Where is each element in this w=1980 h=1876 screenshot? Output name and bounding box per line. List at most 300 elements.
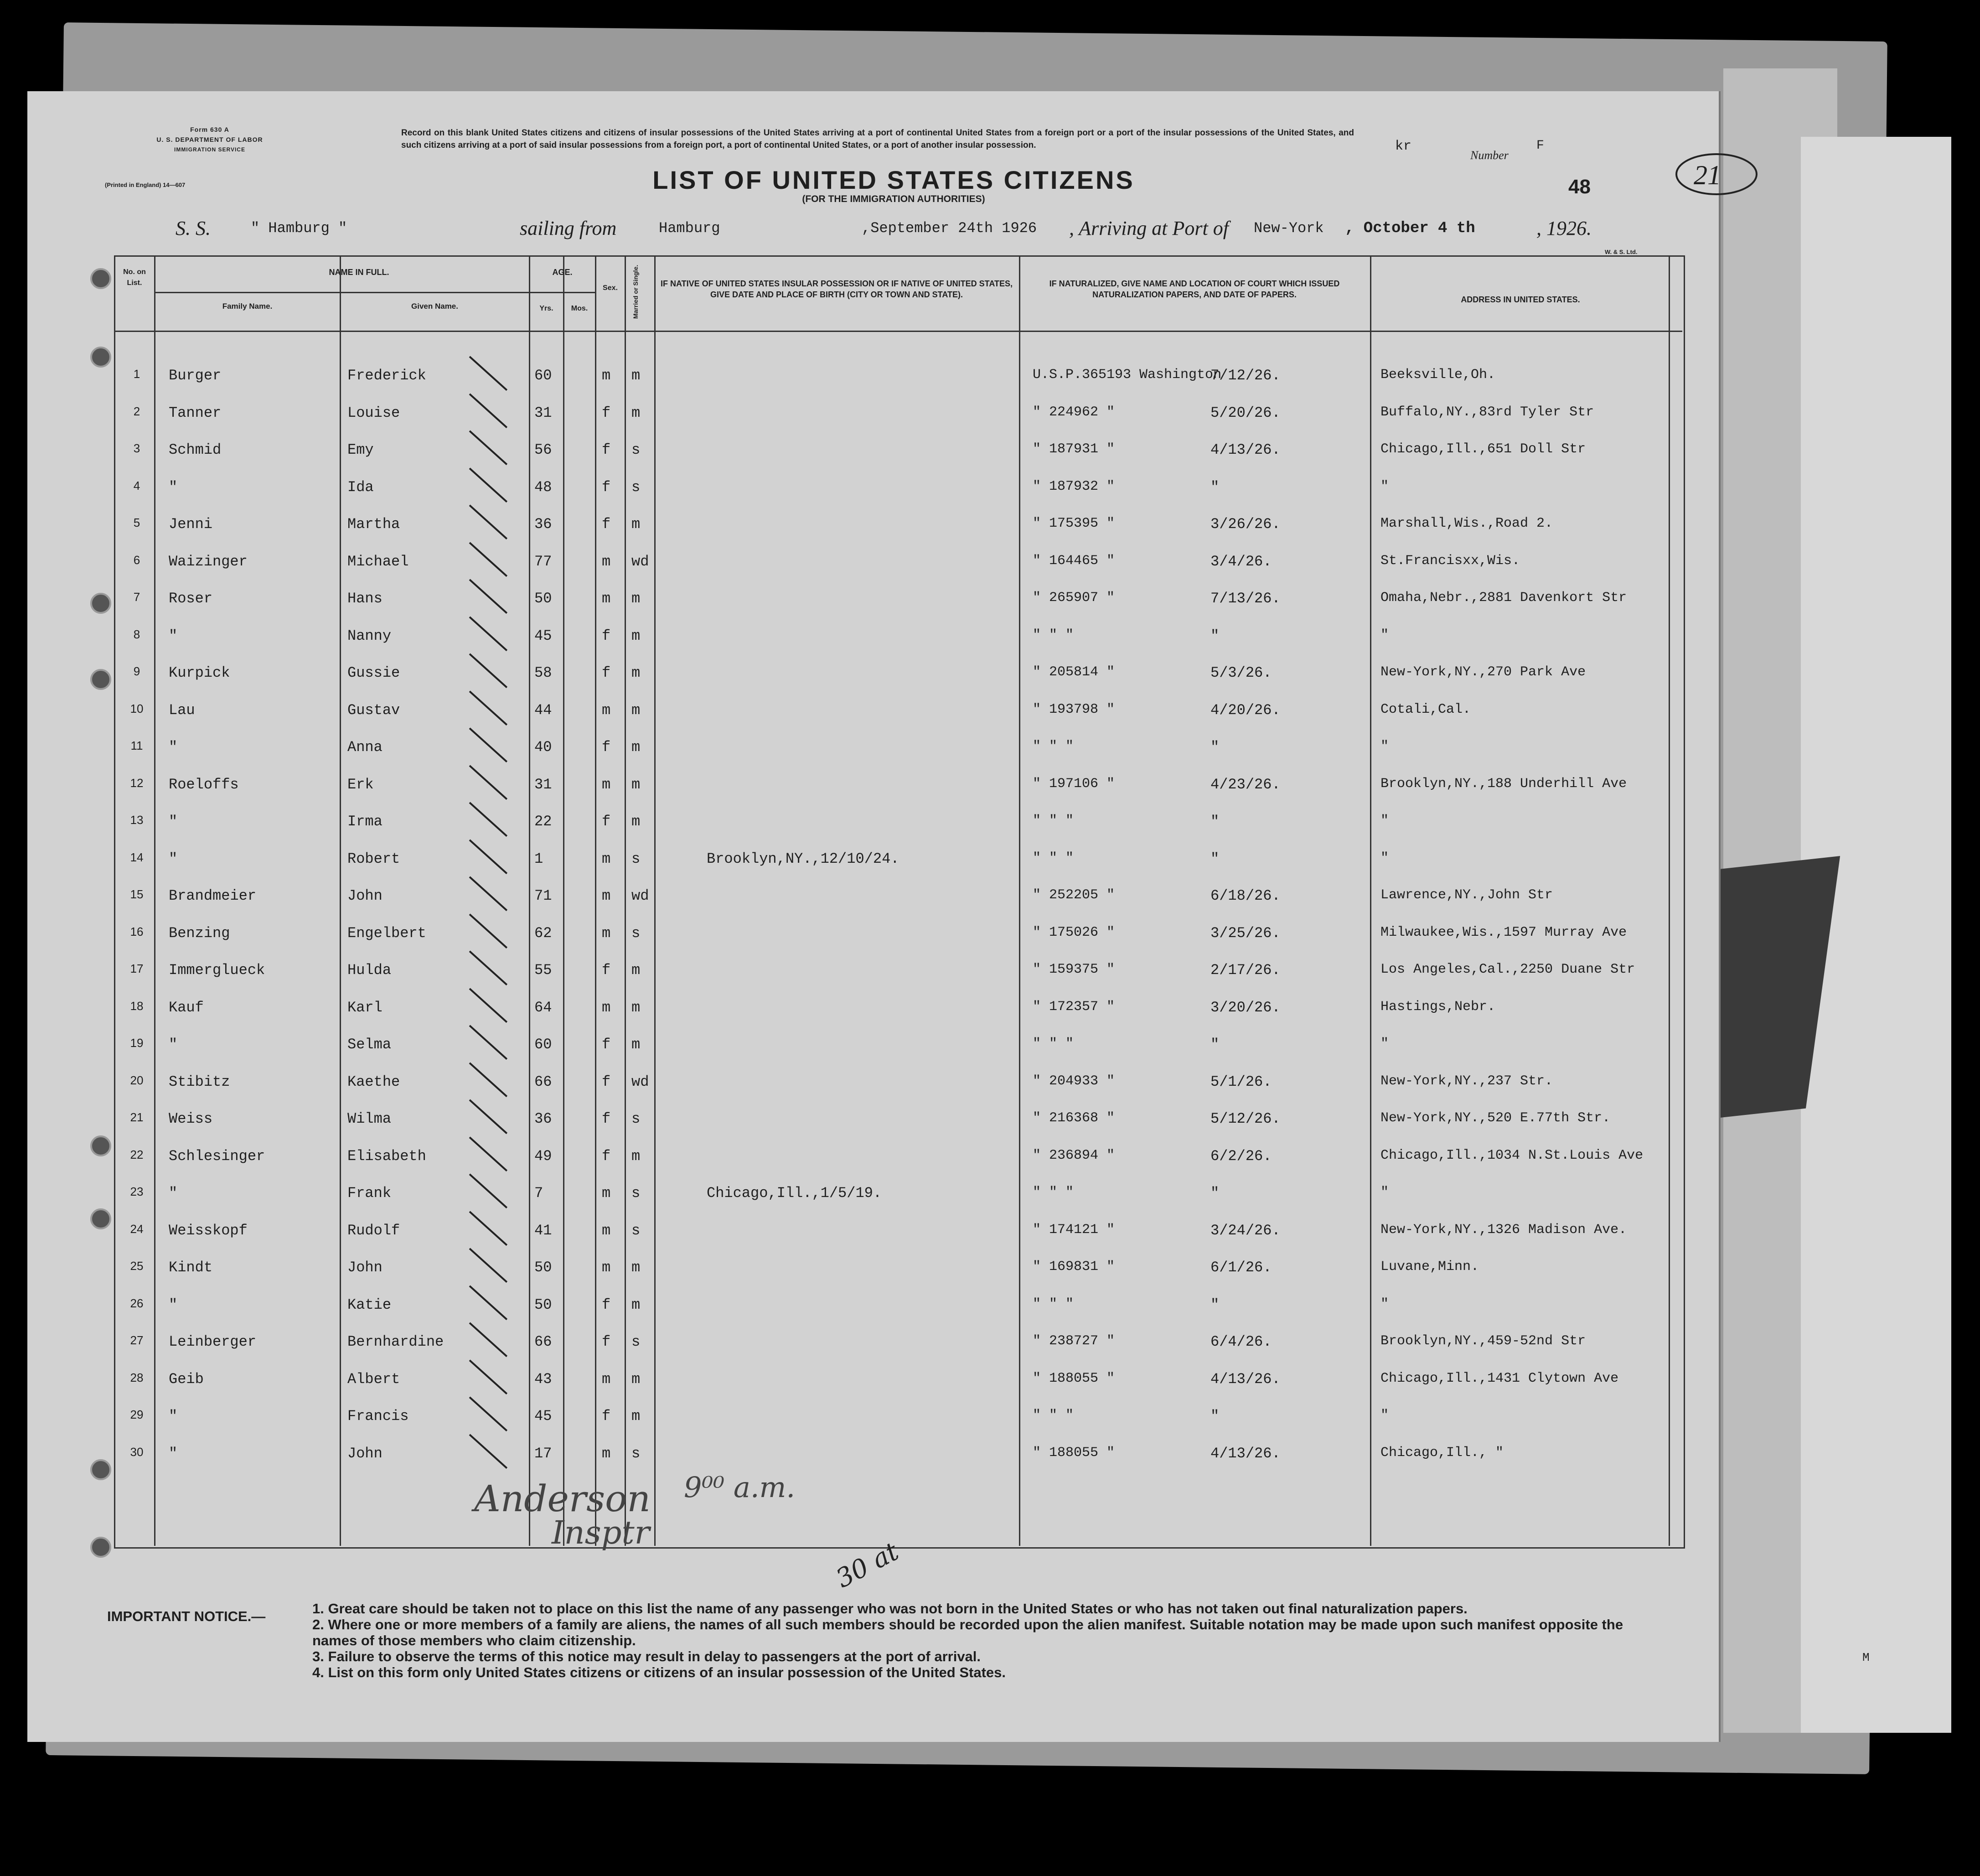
family-name: " — [169, 850, 178, 867]
naturalization-court: " 187931 " — [1033, 441, 1115, 457]
binder-hole — [90, 347, 111, 368]
us-address: Cotali,Cal. — [1380, 701, 1471, 717]
family-name: Weisskopf — [169, 1222, 248, 1239]
age-years: 71 — [534, 887, 552, 904]
given-name: Hulda — [347, 962, 392, 979]
given-name: Gussie — [347, 664, 400, 681]
handwritten-scrawl: 30 at — [831, 1536, 904, 1594]
naturalization-date: 7/13/26. — [1210, 590, 1281, 607]
given-name: Martha — [347, 516, 400, 533]
family-name: " — [169, 627, 178, 644]
notice-heading: IMPORTANT NOTICE.— — [107, 1608, 266, 1624]
age-years: 50 — [534, 1296, 552, 1313]
naturalization-court: " " " — [1033, 850, 1074, 866]
inspector-title: Insptr — [552, 1514, 650, 1551]
family-name: Kindt — [169, 1259, 213, 1276]
naturalization-court: " 197106 " — [1033, 776, 1115, 792]
naturalization-court: " " " — [1033, 1408, 1074, 1423]
age-years: 60 — [534, 1036, 552, 1053]
given-name: Irma — [347, 813, 383, 830]
age-years: 50 — [534, 590, 552, 607]
col-header-married: Married or Single. — [632, 264, 639, 319]
naturalization-date: 6/1/26. — [1210, 1259, 1272, 1276]
family-name: Waizinger — [169, 553, 248, 570]
naturalization-date: 4/20/26. — [1210, 701, 1281, 719]
given-name: Robert — [347, 850, 400, 867]
given-name: Anna — [347, 739, 383, 756]
naturalization-date: 5/20/26. — [1210, 404, 1281, 421]
row-number: 29 — [130, 1408, 144, 1421]
sex: m — [602, 1370, 611, 1388]
marital-status: m — [631, 627, 641, 644]
col-header-naturalized: IF NATURALIZED, GIVE NAME AND LOCATION OF COURT WHICH ISSUED NATURALIZATION PAPERS, AND DATE OF PAPERS. — [1049, 279, 1340, 299]
given-name: Selma — [347, 1036, 392, 1053]
age-years: 31 — [534, 776, 552, 793]
us-address: " — [1380, 1408, 1389, 1423]
row-number: 30 — [130, 1445, 144, 1459]
col-header-age: AGE. — [552, 268, 573, 277]
family-name: " — [169, 813, 178, 830]
naturalization-date: 5/12/26. — [1210, 1110, 1281, 1127]
us-address: Brooklyn,NY.,459-52nd Str — [1380, 1333, 1586, 1349]
col-header-mos: Mos. — [571, 305, 588, 312]
naturalization-court: " " " — [1033, 1296, 1074, 1312]
naturalization-court: " 224962 " — [1033, 404, 1115, 420]
sex: m — [602, 924, 611, 942]
handwritten-time: 9⁰⁰ a.m. — [684, 1471, 796, 1504]
naturalization-date: 3/24/26. — [1210, 1222, 1281, 1239]
family-name: " — [169, 1036, 178, 1053]
col-header-sex: Sex. — [603, 284, 618, 292]
col-divider — [529, 255, 530, 1546]
given-name: Katie — [347, 1296, 392, 1313]
marital-status: m — [631, 739, 641, 756]
naturalization-date: 6/2/26. — [1210, 1147, 1272, 1165]
corner-mark: M — [1862, 1651, 1870, 1664]
naturalization-court: " 164465 " — [1033, 553, 1115, 569]
family-name: Lau — [169, 701, 195, 719]
marital-status: m — [631, 1147, 641, 1165]
given-name: John — [347, 887, 383, 904]
marital-status: m — [631, 962, 641, 979]
col-divider — [1669, 255, 1670, 1546]
naturalization-date: 3/26/26. — [1210, 516, 1281, 533]
naturalization-court: " 175395 " — [1033, 516, 1115, 531]
age-years: 66 — [534, 1073, 552, 1090]
col-header-name: NAME IN FULL. — [329, 268, 389, 277]
us-address: " — [1380, 739, 1389, 754]
row-number: 12 — [130, 776, 144, 790]
age-years: 60 — [534, 367, 552, 384]
sailing-label: sailing from — [520, 217, 617, 239]
naturalization-court: " 252205 " — [1033, 887, 1115, 903]
row-number: 25 — [130, 1259, 144, 1273]
notice-item-3: 3. Failure to observe the terms of this notice may result in delay to passengers at the port of arrival. — [312, 1648, 981, 1664]
naturalization-court: " " " — [1033, 739, 1074, 754]
age-years: 17 — [534, 1445, 552, 1462]
col-divider — [563, 255, 564, 1546]
number-value: F — [1536, 139, 1544, 153]
family-name: Leinberger — [169, 1333, 257, 1350]
given-name: Nanny — [347, 627, 392, 644]
us-address: Buffalo,NY.,83rd Tyler Str — [1380, 404, 1594, 420]
age-years: 48 — [534, 478, 552, 496]
binder-hole — [90, 669, 111, 690]
age-years: 22 — [534, 813, 552, 830]
sex: m — [602, 1185, 611, 1202]
arriving-label: , Arriving at Port of — [1069, 217, 1229, 239]
family-name: Kurpick — [169, 664, 230, 681]
naturalization-date: 6/4/26. — [1210, 1333, 1272, 1350]
birth-place-date: Brooklyn,NY.,12/10/24. — [707, 850, 900, 867]
us-address: " — [1380, 1185, 1389, 1200]
sex: m — [602, 999, 611, 1016]
sex: f — [602, 739, 611, 756]
arrival-year: , 1926. — [1536, 217, 1592, 239]
marital-status: m — [631, 999, 641, 1016]
sex: f — [602, 478, 611, 496]
marital-status: s — [631, 924, 641, 942]
sex: m — [602, 887, 611, 904]
page-number: 48 — [1568, 176, 1591, 198]
naturalization-court: " 205814 " — [1033, 664, 1115, 680]
family-name: Immerglueck — [169, 962, 265, 979]
naturalization-court: " 238727 " — [1033, 1333, 1115, 1349]
binder-hole — [90, 1135, 111, 1156]
naturalization-court: " " " — [1033, 1036, 1074, 1052]
sex: m — [602, 1445, 611, 1462]
naturalization-court: " " " — [1033, 813, 1074, 829]
marital-status: wd — [631, 1073, 649, 1090]
sex: f — [602, 1073, 611, 1090]
sex: f — [602, 1110, 611, 1127]
given-name: Michael — [347, 553, 409, 570]
given-name: John — [347, 1445, 383, 1462]
given-name: Frederick — [347, 367, 426, 384]
us-address: Chicago,Ill.,651 Doll Str — [1380, 441, 1586, 457]
row-number: 21 — [130, 1110, 144, 1124]
us-address: Hastings,Nebr. — [1380, 999, 1496, 1015]
given-name: Rudolf — [347, 1222, 400, 1239]
us-address: Lawrence,NY.,John Str — [1380, 887, 1553, 903]
row-number: 8 — [133, 627, 140, 641]
naturalization-court: " " " — [1033, 1185, 1074, 1200]
age-years: 50 — [534, 1259, 552, 1276]
sex: f — [602, 404, 611, 421]
col-divider — [625, 255, 626, 1546]
family-name: Benzing — [169, 924, 230, 942]
sailing-from: Hamburg — [659, 220, 720, 237]
us-address: Luvane,Minn. — [1380, 1259, 1479, 1275]
sex: f — [602, 1036, 611, 1053]
row-number: 18 — [130, 999, 144, 1013]
kr-mark: kr — [1395, 139, 1412, 154]
row-number: 14 — [130, 850, 144, 864]
us-address: Brooklyn,NY.,188 Underhill Ave — [1380, 776, 1627, 792]
age-years: 66 — [534, 1333, 552, 1350]
sex: f — [602, 664, 611, 681]
age-years: 77 — [534, 553, 552, 570]
naturalization-court: " 265907 " — [1033, 590, 1115, 606]
age-years: 58 — [534, 664, 552, 681]
age-years: 49 — [534, 1147, 552, 1165]
row-number: 6 — [133, 553, 140, 567]
age-years: 56 — [534, 441, 552, 458]
naturalization-date: 6/18/26. — [1210, 887, 1281, 904]
naturalization-court: " 187932 " — [1033, 478, 1115, 494]
family-name: Kauf — [169, 999, 204, 1016]
marital-status: m — [631, 813, 641, 830]
family-name: Stibitz — [169, 1073, 230, 1090]
naturalization-court: " 204933 " — [1033, 1073, 1115, 1089]
naturalization-date: 2/17/26. — [1210, 962, 1281, 979]
given-name: Kaethe — [347, 1073, 400, 1090]
age-years: 64 — [534, 999, 552, 1016]
binder-hole — [90, 1537, 111, 1558]
marital-status: s — [631, 1222, 641, 1239]
us-address: Omaha,Nebr.,2881 Davenkort Str — [1380, 590, 1627, 606]
row-number: 17 — [130, 962, 144, 975]
arrival-date: , October 4 th — [1345, 220, 1475, 237]
sailing-date: ,September 24th 1926 — [862, 220, 1037, 237]
given-name: John — [347, 1259, 383, 1276]
us-address: Chicago,Ill., " — [1380, 1445, 1504, 1461]
naturalization-date: " — [1210, 627, 1220, 644]
hdr-divider — [529, 292, 595, 293]
ss-label: S. S. — [176, 217, 211, 239]
age-years: 55 — [534, 962, 552, 979]
sex: m — [602, 850, 611, 867]
us-address: Los Angeles,Cal.,2250 Duane Str — [1380, 962, 1635, 977]
naturalization-date: " — [1210, 739, 1220, 756]
row-number: 7 — [133, 590, 140, 604]
family-name: " — [169, 1296, 178, 1313]
marital-status: m — [631, 1408, 641, 1425]
naturalization-court: U.S.P.365193 Washington — [1033, 367, 1222, 383]
given-name: Ida — [347, 478, 374, 496]
family-name: Burger — [169, 367, 222, 384]
marital-status: m — [631, 516, 641, 533]
row-number: 11 — [130, 739, 143, 752]
row-number: 27 — [130, 1333, 144, 1347]
marital-status: m — [631, 1296, 641, 1313]
us-address: " — [1380, 850, 1389, 866]
col-divider — [654, 255, 656, 1546]
notice-item-1: 1. Great care should be taken not to place on this list the name of any passenger who was not born in the United States or who has not taken out final naturalization papers. — [312, 1601, 1468, 1617]
given-name: Karl — [347, 999, 383, 1016]
family-name: " — [169, 478, 178, 496]
circled-number — [1682, 157, 1721, 190]
col-header-family: Family Name. — [222, 302, 273, 311]
naturalization-date: " — [1210, 1036, 1220, 1053]
given-name: Bernhardine — [347, 1333, 444, 1350]
col-header-no: No. on List. — [123, 268, 146, 287]
given-name: Frank — [347, 1185, 392, 1202]
marital-status: s — [631, 1110, 641, 1127]
inspector-signature: Anderson — [474, 1477, 651, 1520]
family-name: Schmid — [169, 441, 222, 458]
given-name: Hans — [347, 590, 383, 607]
family-name: Roser — [169, 590, 213, 607]
naturalization-court: " 188055 " — [1033, 1370, 1115, 1386]
service-name: IMMIGRATION SERVICE — [174, 146, 245, 153]
naturalization-date: 4/13/26. — [1210, 1370, 1281, 1388]
naturalization-court: " 175026 " — [1033, 924, 1115, 940]
circled-number-text: 21 — [1694, 160, 1721, 190]
family-name: Brandmeier — [169, 887, 257, 904]
naturalization-date: 7/12/26. — [1210, 367, 1281, 384]
sex: f — [602, 516, 611, 533]
row-number: 20 — [130, 1073, 144, 1087]
sex: f — [602, 1147, 611, 1165]
naturalization-date: 3/25/26. — [1210, 924, 1281, 942]
us-address: " — [1380, 813, 1389, 829]
hdr-divider — [114, 331, 1682, 332]
age-years: 45 — [534, 1408, 552, 1425]
row-number: 2 — [133, 404, 140, 418]
naturalization-date: 3/20/26. — [1210, 999, 1281, 1016]
marital-status: wd — [631, 887, 649, 904]
page-subtitle: (FOR THE IMMIGRATION AUTHORITIES) — [802, 194, 985, 204]
sex: f — [602, 962, 611, 979]
naturalization-court: " 188055 " — [1033, 1445, 1115, 1461]
us-address: " — [1380, 478, 1389, 494]
binder-hole — [90, 1459, 111, 1480]
row-number: 5 — [133, 516, 140, 529]
col-divider — [1370, 255, 1371, 1546]
age-years: 36 — [534, 1110, 552, 1127]
sex: m — [602, 1259, 611, 1276]
naturalization-date: 5/3/26. — [1210, 664, 1272, 681]
marital-status: m — [631, 1036, 641, 1053]
naturalization-court: " 174121 " — [1033, 1222, 1115, 1238]
given-name: Erk — [347, 776, 374, 793]
us-address: Milwaukee,Wis.,1597 Murray Ave — [1380, 924, 1627, 940]
marital-status: s — [631, 1445, 641, 1462]
us-address: Chicago,Ill.,1431 Clytown Ave — [1380, 1370, 1619, 1386]
sex: m — [602, 590, 611, 607]
sex: f — [602, 813, 611, 830]
given-name: Louise — [347, 404, 400, 421]
age-years: 43 — [534, 1370, 552, 1388]
row-number: 16 — [130, 924, 144, 938]
sex: m — [602, 701, 611, 719]
record-instructions: Record on this blank United States citizens and citizens of insular possessions of the United States arriving at a port of continental United States from a foreign port or a port of the insular possessions of the United States, and such citizens arriving at a port of said insular possessions from a foreign port, a port of continental United States, or a port of another insular possession. — [401, 128, 1354, 150]
ship-name: " Hamburg " — [251, 220, 347, 237]
us-address: Beeksville,Oh. — [1380, 367, 1496, 383]
col-divider — [154, 255, 155, 1546]
marital-status: s — [631, 1185, 641, 1202]
naturalization-date: " — [1210, 813, 1220, 830]
marital-status: wd — [631, 553, 649, 570]
us-address: St.Francisxx,Wis. — [1380, 553, 1520, 569]
marital-status: m — [631, 1370, 641, 1388]
sex: m — [602, 553, 611, 570]
naturalization-date: " — [1210, 1185, 1220, 1202]
marital-status: s — [631, 1333, 641, 1350]
naturalization-date: 3/4/26. — [1210, 553, 1272, 570]
given-name: Wilma — [347, 1110, 392, 1127]
family-name: Tanner — [169, 404, 222, 421]
us-address: " — [1380, 1296, 1389, 1312]
naturalization-court: " 236894 " — [1033, 1147, 1115, 1163]
naturalization-date: 4/13/26. — [1210, 441, 1281, 458]
row-number: 28 — [130, 1370, 144, 1384]
row-number: 19 — [130, 1036, 144, 1050]
naturalization-court: " 169831 " — [1033, 1259, 1115, 1275]
row-number: 1 — [133, 367, 140, 381]
col-header-given: Given Name. — [411, 302, 458, 311]
family-name: Weiss — [169, 1110, 213, 1127]
us-address: Chicago,Ill.,1034 N.St.Louis Ave — [1380, 1147, 1644, 1163]
given-name: Francis — [347, 1408, 409, 1425]
age-years: 44 — [534, 701, 552, 719]
row-number: 10 — [130, 701, 144, 715]
naturalization-court: " 172357 " — [1033, 999, 1115, 1015]
printed-in-note: (Printed in England) 14—607 — [105, 181, 186, 188]
family-name: Schlesinger — [169, 1147, 265, 1165]
binder-hole — [90, 1208, 111, 1229]
age-years: 36 — [534, 516, 552, 533]
col-divider — [340, 255, 341, 1546]
age-years: 7 — [534, 1185, 543, 1202]
row-number: 9 — [133, 664, 140, 678]
marital-status: s — [631, 478, 641, 496]
age-years: 45 — [534, 627, 552, 644]
us-address: New-York,NY.,520 E.77th Str. — [1380, 1110, 1611, 1126]
naturalization-court: " 216368 " — [1033, 1110, 1115, 1126]
col-divider — [595, 255, 596, 1546]
row-number: 23 — [130, 1185, 144, 1198]
notice-item-4: 4. List on this form only United States citizens or citizens of an insular possession of the United States. — [312, 1664, 1006, 1680]
sex: m — [602, 367, 611, 384]
sex: f — [602, 1296, 611, 1313]
age-years: 41 — [534, 1222, 552, 1239]
given-name: Gustav — [347, 701, 400, 719]
naturalization-court: " " " — [1033, 627, 1074, 643]
col-header-native: IF NATIVE OF UNITED STATES INSULAR POSSESSION OR IF NATIVE OF UNITED STATES, GIVE DATE AND PLACE OF BIRTH (CITY OR TOWN AND STATE). — [660, 279, 1013, 299]
row-number: 13 — [130, 813, 144, 827]
printer-mark: W. & S. Ltd. — [1605, 249, 1638, 255]
naturalization-date: " — [1210, 478, 1220, 496]
row-number: 24 — [130, 1222, 144, 1236]
page-title: LIST OF UNITED STATES CITIZENS — [652, 166, 1135, 194]
row-number: 15 — [130, 887, 144, 901]
form-department-block — [137, 124, 283, 155]
department-name: U. S. DEPARTMENT OF LABOR — [156, 136, 263, 143]
us-address: New-York,NY.,237 Str. — [1380, 1073, 1553, 1089]
notice-item-2: 2. Where one or more members of a family are aliens, the names of all such members should be recorded upon the alien manifest. Suitable notation may be made upon such manifest opposite the names of those members who claim citizenship. — [312, 1617, 1623, 1648]
family-name: Roeloffs — [169, 776, 239, 793]
row-number: 22 — [130, 1147, 144, 1161]
marital-status: m — [631, 590, 641, 607]
form-number: Form 630 A — [190, 126, 229, 133]
sex: f — [602, 1333, 611, 1350]
sex: m — [602, 1222, 611, 1239]
binder-hole — [90, 593, 111, 614]
us-address: New-York,NY.,270 Park Ave — [1380, 664, 1586, 680]
marital-status: m — [631, 701, 641, 719]
sex: f — [602, 627, 611, 644]
given-name: Albert — [347, 1370, 400, 1388]
hdr-divider — [154, 292, 563, 293]
naturalization-date: " — [1210, 850, 1220, 867]
family-name: " — [169, 739, 178, 756]
marital-status: m — [631, 367, 641, 384]
number-label: Number — [1470, 149, 1509, 162]
sex: m — [602, 776, 611, 793]
binder-hole — [90, 268, 111, 289]
